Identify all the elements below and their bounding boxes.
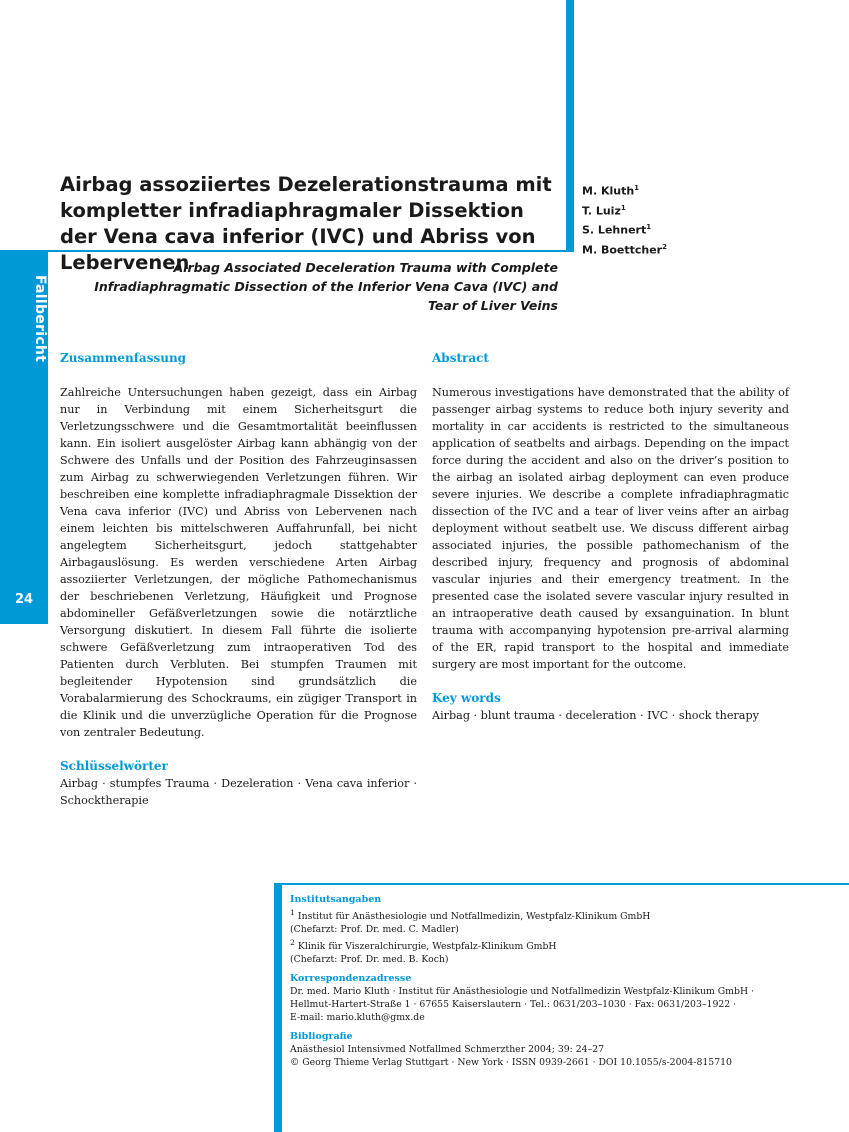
summary-heading: Zusammenfassung <box>60 351 187 365</box>
author-item <box>582 180 667 200</box>
author-item <box>582 239 667 259</box>
author-affiliation: 1 <box>646 223 652 232</box>
institution-text: (Chefarzt: Prof. Dr. med. C. Madler) <box>290 924 459 936</box>
keywords: Airbag · blunt trauma · deceleration · IVC · shock therapy <box>432 709 759 722</box>
article-title: Airbag assoziiertes Dezelerationstrauma mit kompletter infradiaphragmaler Dissektion der Vena cava inferior (IVC) und Abriss von Lebervenen <box>60 173 552 274</box>
author-name: M. Boettcher <box>582 243 663 257</box>
author-affiliation: 1 <box>620 203 626 212</box>
institution-text: Klinik für Viszeralchirurgie, Westpfalz-Klinikum GmbH <box>297 941 557 953</box>
bibliography-line: Anästhesiol Intensivmed Notfallmed Schmerzther 2004; 39: 24–27 <box>290 1044 605 1056</box>
top-accent-bar <box>566 0 574 252</box>
author-item <box>582 200 667 220</box>
institutions-section <box>290 893 840 966</box>
author-item <box>582 219 667 239</box>
author-name: S. Lehnert <box>582 223 647 237</box>
affiliation-number: 2 <box>290 938 295 948</box>
correspondence-heading: Korrespondenzadresse <box>290 973 412 985</box>
info-rule <box>274 883 849 885</box>
institution-text: Institut für Anästhesiologie und Notfallmedizin, Westpfalz-Klinikum GmbH <box>297 911 651 923</box>
correspondence-line: Dr. med. Mario Kluth · Institut für Anästhesiologie und Notfallmedizin Westpfalz-Klinikum GmbH · <box>290 986 754 998</box>
correspondence-email: E-mail: mario.kluth@gmx.de <box>290 1012 425 1024</box>
section-tab-label: Fallbericht <box>32 275 48 363</box>
institutions-heading: Institutsangaben <box>290 894 382 905</box>
page-number: 24 <box>14 592 34 607</box>
keywords-heading: Key words <box>432 691 501 705</box>
bibliography-heading: Bibliografie <box>290 1031 353 1043</box>
bibliography-section <box>290 1030 840 1069</box>
german-keywords: Airbag · stumpfes Trauma · Dezeleration · Vena cava inferior · Schocktherapie <box>60 777 417 807</box>
institution-line <box>290 906 840 923</box>
english-title: Airbag Associated Deceleration Trauma with Complete Infradiaphragmatic Dissection of the Inferior Vena Cava (IVC) and Tear of Liver Veins <box>94 260 558 313</box>
institution-line <box>290 936 840 953</box>
summary-text: Zahlreiche Untersuchungen haben gezeigt, dass ein Airbag nur in Verbindung mit einem Sicherheitsgurt die Verletzungsschwere und die Gesamtmortalität beeinflussen kann. Ein isoliert ausgelöster Airbag kann abhängig von der Schwere des Unfalls und der Position des Fahrzeuginsassen zum Airbag zu schwerwiegenden Verletzungen führen. Wir beschreiben eine komplette infradiaphragmale Dissektion der Vena cava inferior (IVC) und Abriss von Lebervenen nach einem leichten bis mittelschweren Auffahrunfall, bei nicht angelegtem Sicherheitsgurt, jedoch stattgehabter Airbagauslösung. Es werden verschiedene Arten Airbag assoziierter Verletzungen, der mögliche Pathomechanismus der beschriebenen Verletzung, Häufigkeit und Prognose abdomineller Gefäßverletzungen sowie die notärztliche Versorgung diskutiert. In diesem Fall führte die isolierte schwere Gefäßverletzung zum intraoperativen Tod des Patienten durch Verbluten. Bei stumpfen Traumen mit begleitender Hypotension sind grundsätzlich die Vorabalarmierung des Schockraums, ein zügiger Transport in die Klinik und die unverzügliche Operation für die Prognose von zentraler Bedeutung. <box>60 386 417 739</box>
author-name: M. Kluth <box>582 184 635 198</box>
correspondence-line: Hellmut-Hartert-Straße 1 · 67655 Kaiserslautern · Tel.: 0631/203–1030 · Fax: 0631/203–1922 · <box>290 999 737 1011</box>
author-affiliation: 1 <box>634 184 640 192</box>
author-name: T. Luiz <box>582 204 621 218</box>
german-keywords-heading: Schlüsselwörter <box>60 759 168 773</box>
info-accent-bar <box>274 884 282 1132</box>
institution-line <box>290 953 840 966</box>
author-affiliation: 2 <box>662 242 667 251</box>
bibliography-line: © Georg Thieme Verlag Stuttgart · New York · ISSN 0939-2661 · DOI 10.1055/s-2004-815710 <box>290 1057 732 1069</box>
institution-line <box>290 923 840 936</box>
english-abstract <box>432 350 789 724</box>
abstract-text: Numerous investigations have demonstrated that the ability of passenger airbag systems to reduce both injury severity and mortality in car accidents is restricted to the simultaneous application of seatbelts and airbags. Depending on the impact force during the accident and also on the driver’s position to the airbag an isolated airbag deployment can even produce severe injuries. We describe a complete infradiaphragmatic dissection of the IVC and a tear of liver veins after an airbag deployment without seatbelt use. We discuss different airbag associated injuries, the possible pathomechanism of the described injury, frequency and prognosis of abdominal vascular injuries and their emergency treatment. In the presented case the isolated severe vascular injury resulted in an intraoperative death caused by exsanguination. In blunt trauma with accompanying hypotension pre-arrival alarming of the ER, rapid transport to the hospital and immediate surgery are most important for the outcome. <box>432 386 789 671</box>
institution-text: (Chefarzt: Prof. Dr. med. B. Koch) <box>290 954 449 966</box>
german-summary <box>60 350 417 809</box>
affiliation-number: 1 <box>290 908 295 917</box>
correspondence-section <box>290 972 840 1024</box>
abstract-heading: Abstract <box>432 351 489 365</box>
article-info-box <box>290 893 840 1075</box>
author-list <box>582 180 667 259</box>
